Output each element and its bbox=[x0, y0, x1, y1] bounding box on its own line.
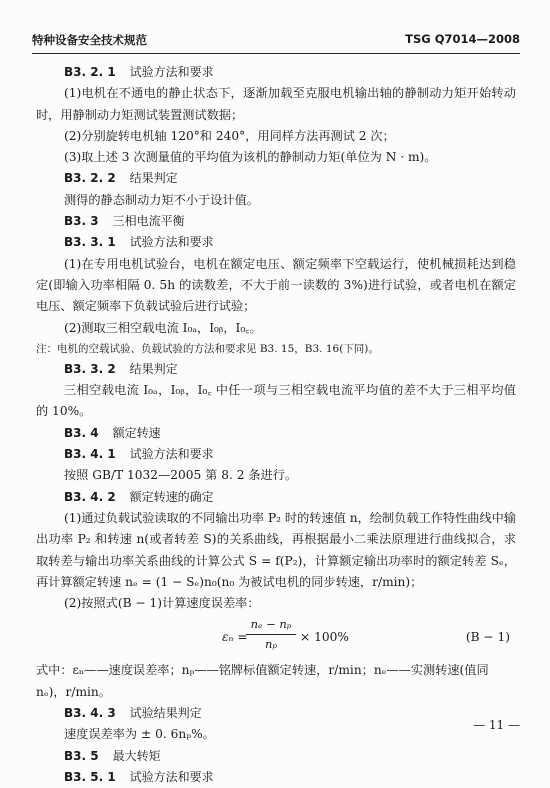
page-header bbox=[32, 28, 520, 48]
formula-denominator: nₚ bbox=[264, 637, 277, 652]
section-title: 额定转速 bbox=[112, 425, 161, 440]
section-number: B3. 5. 1 bbox=[64, 769, 116, 784]
section-heading bbox=[36, 767, 516, 788]
paragraph: (2)按照式(B − 1)计算速度误差率： bbox=[64, 596, 260, 611]
paragraph: (1)在专用电机试验台，电机在额定电压、额定频率下空载运行，使机械损耗达到稳定(即输入功率相隔 0. 5h 的读数差，不大于前一读数的 3%)进行试验，或者电机在额定电压、额定频率下负载试验后进行试验； bbox=[36, 256, 516, 314]
section-number: B3. 3. 1 bbox=[64, 235, 116, 250]
section-title: 三相电流平衡 bbox=[112, 214, 185, 229]
section-number: B3. 4. 2 bbox=[64, 489, 116, 504]
section-title: 试验方法和要求 bbox=[129, 769, 214, 784]
section-heading bbox=[36, 168, 516, 189]
section-heading bbox=[36, 703, 516, 724]
section-number: B3. 4 bbox=[64, 425, 99, 440]
formula-fraction bbox=[246, 616, 296, 653]
paragraph: (1)电机在不通电的静止状态下，逐渐加载至克服电机输出轴的静制动力矩开始转动时，用静制动力矩测试装置测试数据； bbox=[36, 86, 516, 122]
fraction-bar bbox=[246, 634, 296, 635]
paragraph: (3)取上述 3 次测量值的平均值为该机的静制动力矩(单位为 N · m)。 bbox=[64, 150, 437, 165]
section-number: B3. 3. 2 bbox=[64, 361, 116, 376]
equation-number: (B − 1) bbox=[465, 630, 510, 645]
paragraph: (2)测取三相空载电流 I₀ₐ，I₀ᵦ，I₀꜀。 bbox=[64, 320, 262, 335]
section-title: 结果判定 bbox=[129, 361, 178, 376]
section-heading bbox=[36, 232, 516, 253]
section-number: B3. 4. 3 bbox=[64, 706, 116, 721]
section-number: B3. 3 bbox=[64, 214, 99, 229]
note-text: 注：电机的空载试验、负载试验的方法和要求见 B3. 15，B3. 16(下同)。 bbox=[36, 342, 379, 355]
formula-lhs: εₙ = bbox=[222, 630, 248, 645]
section-title: 试验方法和要求 bbox=[129, 447, 214, 462]
paragraph: 测得的静态制动力矩不小于设计值。 bbox=[64, 192, 259, 207]
paragraph: 速度误差率为 ± 0. 6nₚ%。 bbox=[64, 727, 215, 742]
header-code: TSG Q7014—2008 bbox=[405, 32, 520, 46]
section-heading bbox=[36, 62, 516, 83]
section-number: B3. 2. 2 bbox=[64, 171, 116, 186]
formula-tail: × 100% bbox=[300, 630, 349, 645]
section-heading bbox=[36, 746, 516, 767]
formula-numerator: nₑ − nₚ bbox=[250, 617, 292, 632]
section-title: 试验方法和要求 bbox=[129, 235, 214, 250]
section-title: 额定转速的确定 bbox=[129, 489, 214, 504]
header-rule bbox=[32, 53, 520, 54]
document-body bbox=[36, 62, 516, 788]
section-title: 最大转矩 bbox=[112, 748, 161, 763]
section-number: B3. 4. 1 bbox=[64, 447, 116, 462]
section-heading bbox=[36, 487, 516, 508]
formula-legend: 式中：εₙ——速度误差率；nₚ——铭牌标值额定转速，r/min；nₑ——实测转速(值同 nₑ)，r/min。 bbox=[36, 663, 489, 699]
section-title: 结果判定 bbox=[129, 171, 178, 186]
section-heading bbox=[36, 423, 516, 444]
paragraph: 三相空载电流 I₀ₐ，I₀ᵦ，I₀꜀ 中任一项与三相空载电流平均值的差不大于三相平均值的 10%。 bbox=[36, 383, 516, 419]
page-number: — 11 — bbox=[473, 718, 520, 732]
formula-b1 bbox=[36, 614, 516, 660]
header-title: 特种设备安全技术规范 bbox=[32, 33, 147, 47]
paragraph: 按照 GB/T 1032—2005 第 8. 2 条进行。 bbox=[64, 468, 298, 483]
section-number: B3. 5 bbox=[64, 748, 99, 763]
section-title: 试验方法和要求 bbox=[129, 65, 214, 79]
section-heading bbox=[36, 359, 516, 380]
section-heading bbox=[36, 211, 516, 232]
paragraph: (1)通过负载试验读取的不同输出功率 P₂ 时的转速值 n，绘制负载工作特性曲线中输出功率 P₂ 和转速 n(或者转差 S)的关系曲线，再根据最小二乘法原理进行曲线拟合，求取转差与输出功率关系曲线的计算公式 S = f(P₂)，计算额定输出功率时的额定转差 Sₑ，再计算额定转速 nₑ = (1 − Sₑ)n₀(n₀ 为被试电机的同步转速，r/min)； bbox=[36, 510, 517, 589]
section-heading bbox=[36, 444, 516, 465]
paragraph: (2)分别旋转电机轴 120°和 240°，用同样方法再测试 2 次； bbox=[64, 128, 395, 143]
section-title: 试验结果判定 bbox=[129, 706, 202, 721]
section-number: B3. 2. 1 bbox=[64, 65, 116, 79]
